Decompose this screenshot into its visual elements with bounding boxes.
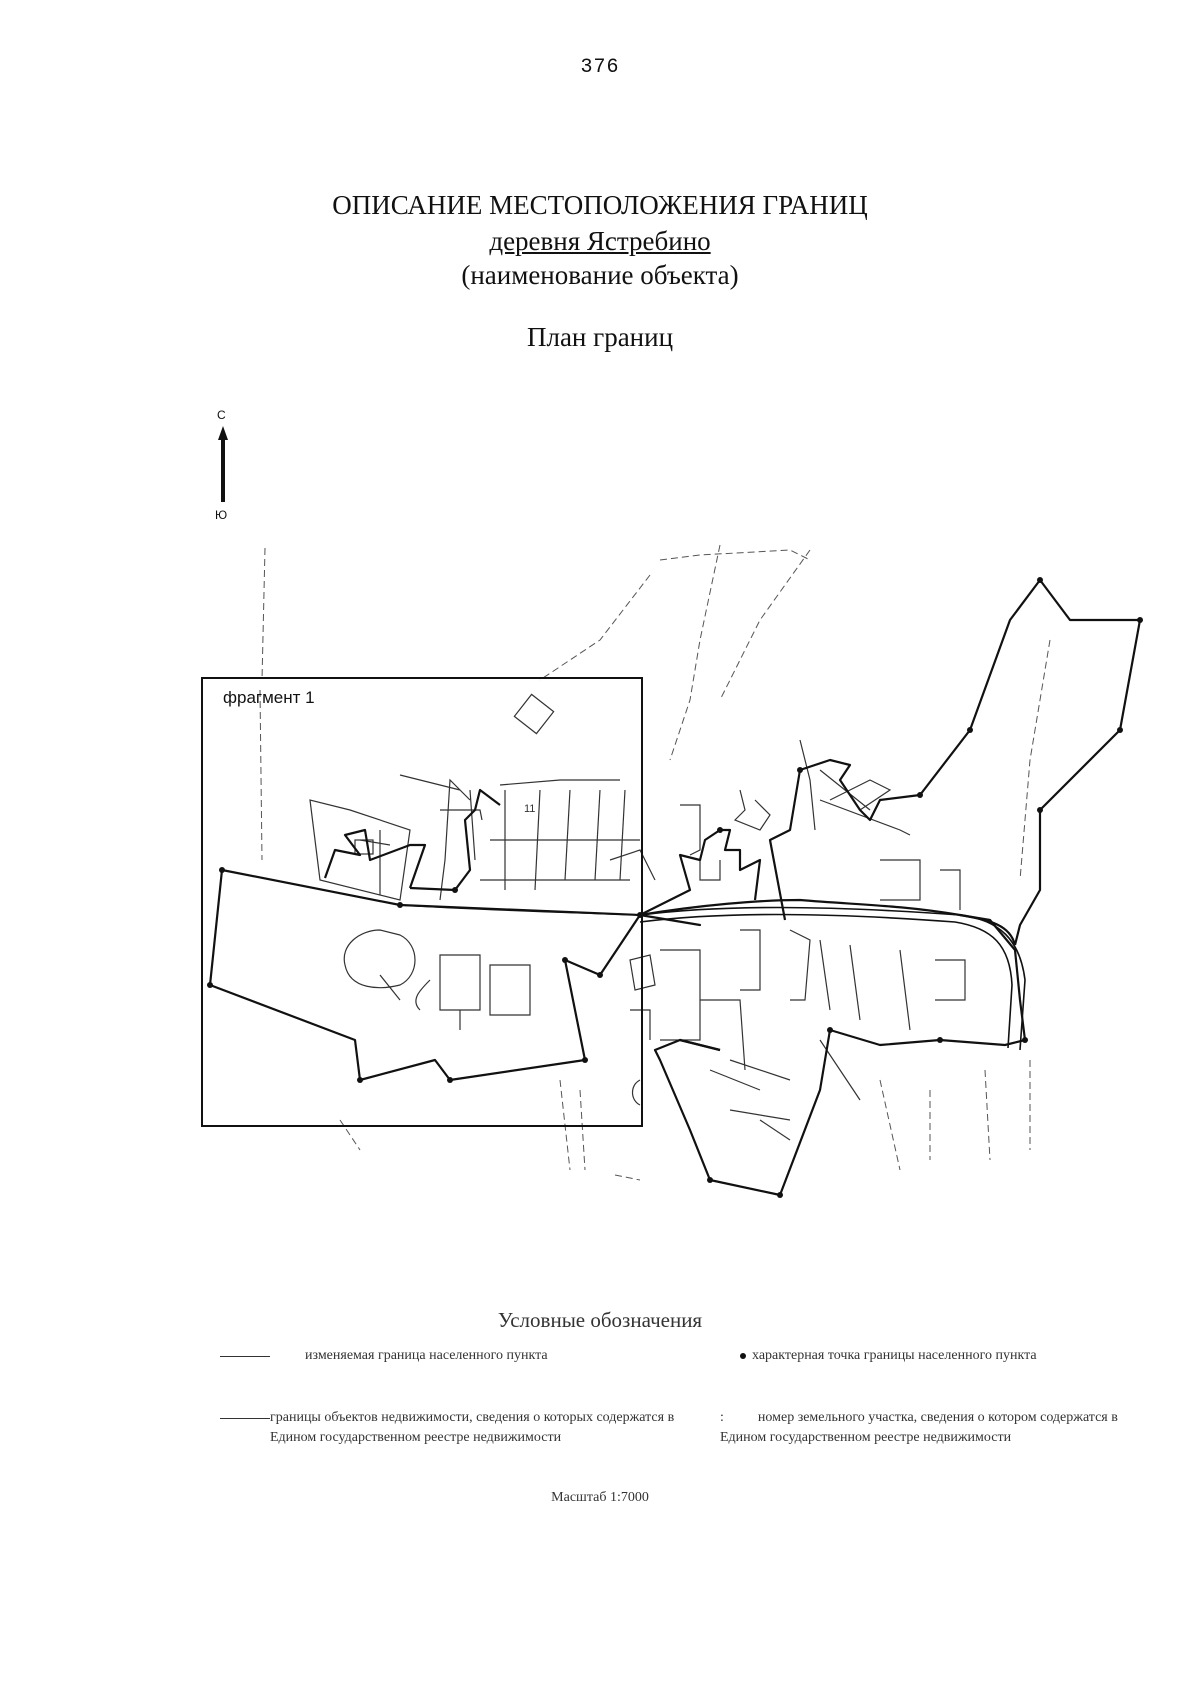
document-title: ОПИСАНИЕ МЕСТОПОЛОЖЕНИЯ ГРАНИЦ — [332, 190, 868, 220]
parcel-number-label: 11 — [524, 803, 536, 815]
fragment-label: фрагмент 1 — [223, 688, 315, 707]
legend-item-objects: границы объектов недвижимости, сведения о которых содержатся в Едином государственном реестре недвижимости — [270, 1410, 675, 1445]
legend-line-symbol — [220, 1418, 270, 1419]
legend-item-parcel-number — [720, 1408, 1130, 1448]
legend-item-point-text: характерная точка границы населенного пункта — [752, 1348, 1037, 1363]
compass-north-label: С — [217, 408, 226, 422]
legend-title: Условные обозначения — [497, 1308, 703, 1332]
legend-item-point — [740, 1346, 1120, 1366]
point-icon — [740, 1353, 746, 1359]
page-number: 376 — [580, 56, 620, 79]
fragment-frame — [202, 678, 642, 1126]
plan-title: План границ — [526, 322, 674, 352]
compass-south-label: Ю — [215, 508, 228, 522]
legend-line-symbol — [220, 1356, 270, 1357]
colon-icon: : — [720, 1410, 724, 1425]
map-scale: Масштаб 1:7000 — [551, 1490, 649, 1505]
object-name-text: деревня Ястребино — [489, 226, 711, 256]
legend-item-boundary: изменяемая граница населенного пункта — [305, 1348, 548, 1363]
legend-item-parcel-number-text: номер земельного участка, сведения о котором содержатся в Едином государственном реестре недвижимости — [720, 1410, 1118, 1445]
object-name-note: (наименование объекта) — [461, 260, 739, 290]
